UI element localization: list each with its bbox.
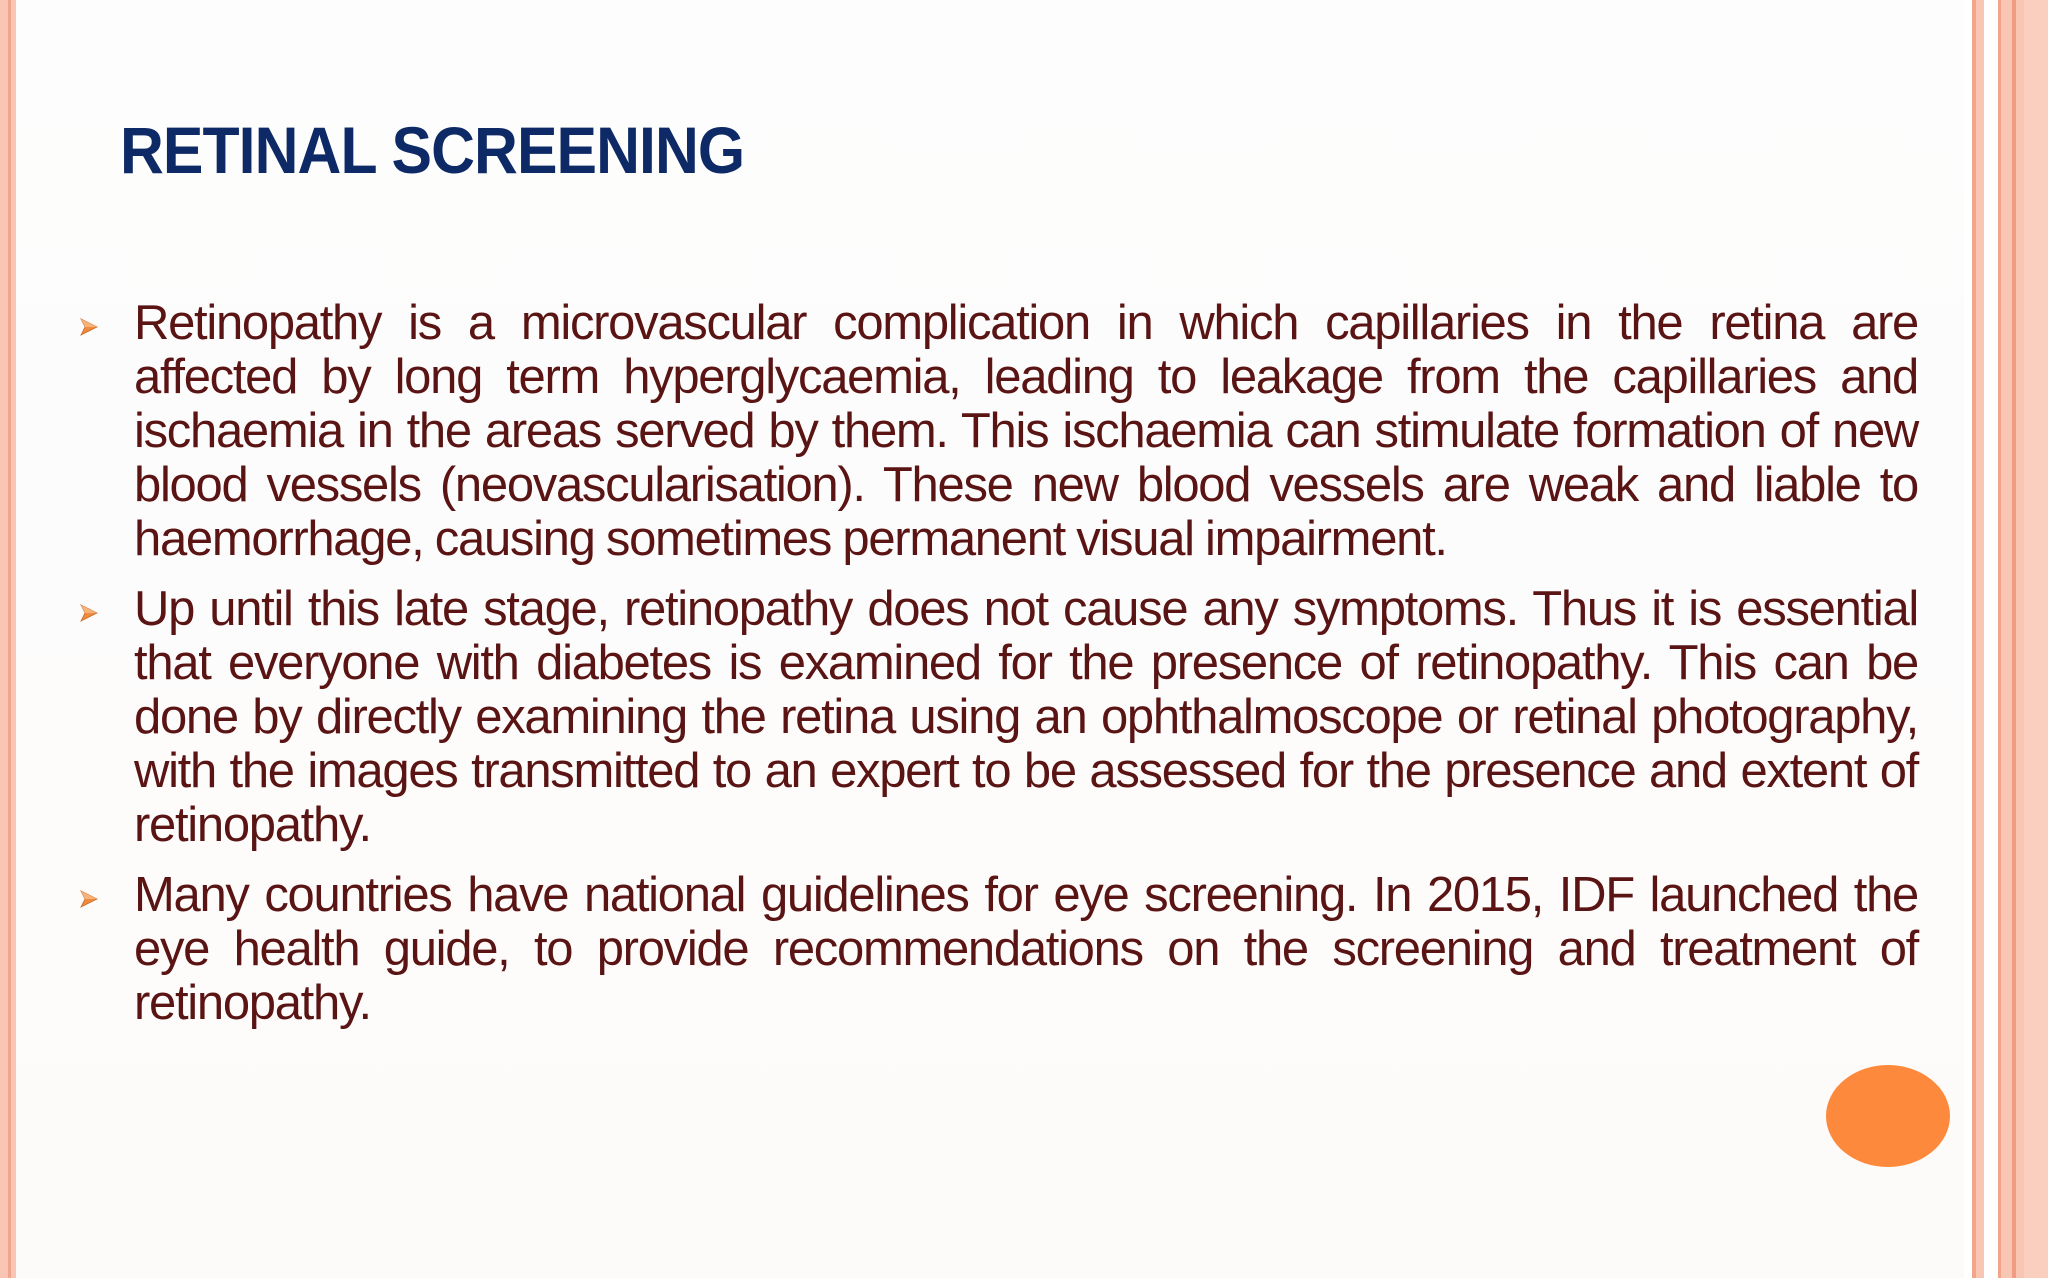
right-border-stripe: [1984, 0, 1998, 1278]
bullet-text: Retinopathy is a microvascular complication in which capillaries in the retina are affected by long term hyperglycaemia, leading to leakage from the capillaries and ischaemia in the areas served by them. This ischaemia can stimulate formation of new blood vessels (neovascularisation). These new blood vessels are weak and liable to haemorrhage, causing sometimes permanent visual impairment.: [134, 296, 1918, 566]
arrowhead-bullet-icon: [78, 602, 100, 624]
right-border-stripe: [1998, 0, 2001, 1278]
decorative-orange-circle: [1826, 1065, 1950, 1167]
arrowhead-bullet-icon: [78, 316, 100, 338]
slide-title: RETINAL SCREENING: [120, 113, 745, 187]
right-border-stripe: [1972, 0, 1976, 1278]
bullet-text: Up until this late stage, retinopathy does not cause any symptoms. Thus it is essential that everyone with diabetes is examined for the presence of retinopathy. This can be done by directly examining the retina using an ophthalmoscope or retinal photography, with the images transmitted to an expert to be assessed for the presence and extent of retinopathy.: [134, 582, 1918, 852]
right-border-stripe: [1964, 0, 1972, 1278]
bullet-text: Many countries have national guidelines for eye screening. In 2015, IDF launched the eye health guide, to provide recommendations on the screening and treatment of retinopathy.: [134, 868, 1918, 1030]
right-border-stripe: [2012, 0, 2016, 1278]
left-border-line: [8, 0, 11, 1278]
bullet-item: [74, 868, 1918, 1030]
bullet-item: [74, 296, 1918, 566]
right-border-stripe: [2024, 0, 2048, 1278]
bullet-item: [74, 582, 1918, 852]
bullet-list: [74, 296, 1918, 1046]
right-border: [1964, 0, 2048, 1278]
arrowhead-bullet-icon: [78, 888, 100, 910]
